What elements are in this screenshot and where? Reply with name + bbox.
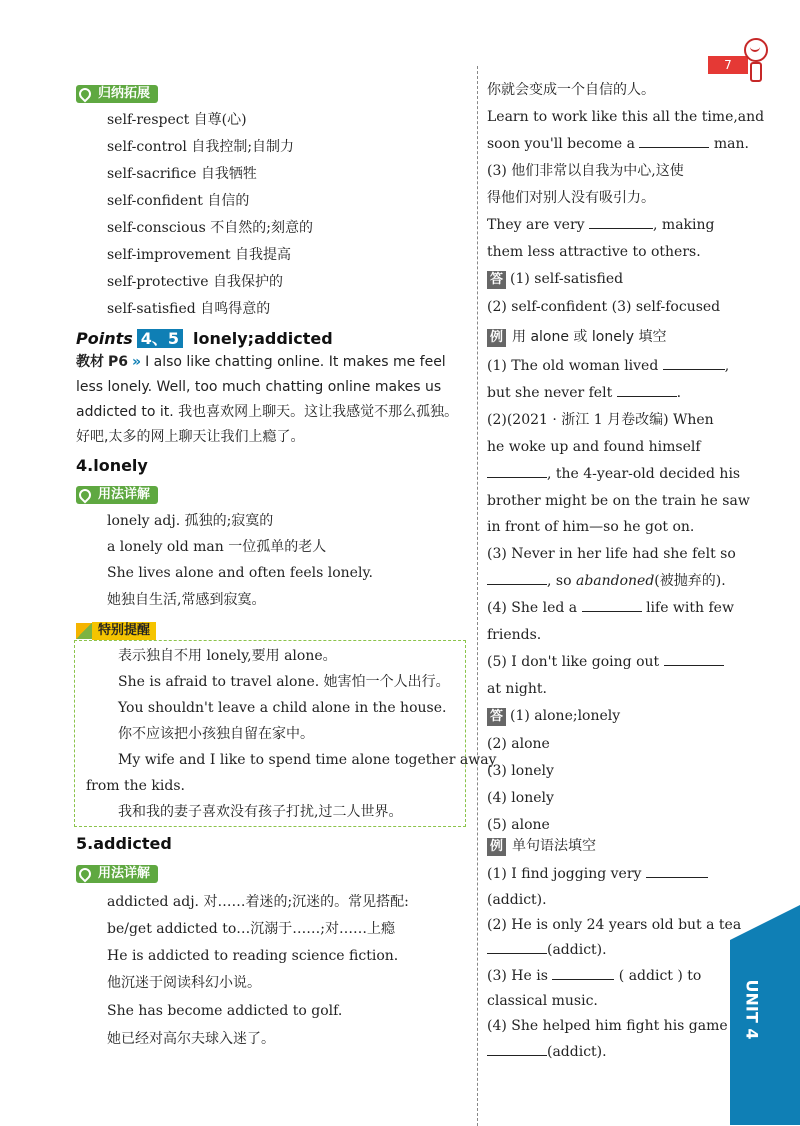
answer-blank: [487, 465, 547, 478]
tip-line: 表示独自不用 lonely,要用 alone。: [118, 648, 337, 664]
answer-blank: [552, 967, 614, 980]
answer-line: (3) lonely: [487, 763, 554, 779]
answer-blank: [487, 941, 547, 954]
exercise-line: (1) I find jogging very: [487, 864, 708, 884]
exercise-line: (2) He is only 24 years old but a tea: [487, 917, 742, 933]
tip-line: 我和我的妻子喜欢没有孩子打扰,过二人世界。: [118, 804, 403, 820]
list-item: self-improvement 自我提高: [107, 247, 292, 263]
mascot-head-icon: [744, 38, 768, 62]
points-number: 4、5: [137, 329, 183, 348]
answer-blank: [639, 135, 709, 148]
example-badge: 例: [487, 329, 506, 347]
list-item: be/get addicted to…沉溺于……;对……上瘾: [107, 921, 395, 937]
answer-line: (4) lonely: [487, 790, 554, 806]
textbook-page: P6: [108, 354, 129, 370]
tag-usage-lonely: 用法详解: [76, 485, 158, 505]
exercise-line: , so abandoned(被抛弃的).: [487, 571, 726, 591]
list-item: self-conscious 不自然的;刻意的: [107, 220, 313, 236]
exercise-line: (addict).: [487, 1042, 607, 1062]
textbook-paragraph: [76, 350, 466, 450]
tip-line: You shouldn't leave a child alone in the house.: [118, 700, 447, 716]
unit-band: [730, 940, 800, 1125]
list-item: 她已经对高尔夫球入迷了。: [107, 1031, 275, 1047]
page-number: 7: [708, 56, 748, 74]
answer-blank: [663, 357, 725, 370]
example-title: 例 单句语法填空: [487, 836, 596, 856]
list-item: self-respect 自尊(心): [107, 112, 247, 128]
exercise-line: friends.: [487, 627, 542, 643]
text-line: them less attractive to others.: [487, 244, 701, 260]
answer-badge: 答: [487, 271, 506, 289]
answer-blank: [589, 216, 653, 229]
answer-blank: [646, 865, 708, 878]
exercise-line: in front of him—so he got on.: [487, 519, 695, 535]
exercise-line: he woke up and found himself: [487, 439, 701, 455]
text-line: 你就会变成一个自信的人。: [487, 82, 655, 98]
answer-blank: [487, 572, 547, 585]
list-item: self-sacrifice 自我牺牲: [107, 166, 257, 182]
answer-line: (5) alone: [487, 817, 550, 833]
list-item: self-control 自我控制;自制力: [107, 139, 295, 155]
tag-summary: 归纳拓展: [76, 84, 158, 104]
list-item: She lives alone and often feels lonely.: [107, 565, 373, 581]
tag-special-tip: 特别提醒: [76, 621, 156, 641]
pin-icon: [76, 865, 94, 883]
tip-line: She is afraid to travel alone. 她害怕一个人出行。: [118, 674, 450, 690]
answer-blank: [617, 384, 677, 397]
list-item: self-satisfied 自鸣得意的: [107, 301, 271, 317]
answer-blank: [487, 1043, 547, 1056]
exercise-line: but she never felt .: [487, 385, 682, 401]
exercise-line: (3) Never in her life had she felt so: [487, 546, 736, 562]
pin-icon: [76, 486, 94, 504]
answer-line: (2) self-confident (3) self-focused: [487, 299, 721, 315]
tip-line: My wife and I like to spend time alone together away: [118, 752, 497, 768]
list-item: lonely adj. 孤独的;寂寞的: [107, 513, 274, 529]
list-item: He is addicted to reading science fiction.: [107, 948, 399, 964]
answer-line: (2) alone: [487, 736, 550, 752]
text-line: 得他们对别人没有吸引力。: [487, 190, 655, 206]
list-item: self-confident 自信的: [107, 193, 250, 209]
exercise-line: at night.: [487, 681, 547, 697]
points-word: Points: [76, 329, 133, 348]
exercise-line: (2)(2021 · 浙江 1 月卷改编) When: [487, 412, 714, 428]
heading-lonely: 4.lonely: [76, 456, 148, 475]
tip-line: from the kids.: [86, 778, 185, 794]
mascot-body-icon: [750, 62, 762, 82]
example-badge: 例: [487, 838, 506, 856]
exercise-line: brother might be on the train he saw: [487, 493, 750, 509]
text-line: (3) 他们非常以自我为中心,这使: [487, 163, 684, 179]
tag-usage-addicted: 用法详解: [76, 864, 158, 884]
exercise-line: classical music.: [487, 993, 598, 1009]
tip-line: 你不应该把小孩独自留在家中。: [118, 726, 314, 742]
answer-blank: [582, 599, 642, 612]
exercise-line: , the 4-year-old decided his: [487, 464, 740, 484]
answer-line: 答 (1) alone;lonely: [487, 706, 620, 726]
list-item: 他沉迷于阅读科幻小说。: [107, 975, 261, 991]
points-title: lonely;addicted: [193, 329, 333, 348]
list-item: a lonely old man 一位孤单的老人: [107, 539, 327, 555]
list-item: She has become addicted to golf.: [107, 1003, 343, 1019]
points-heading: [76, 326, 333, 349]
text-line: Learn to work like this all the time,and: [487, 109, 765, 125]
answer-badge: 答: [487, 708, 506, 726]
textbook-source: 教材 P6 »: [76, 354, 142, 370]
text-line: They are very , making: [487, 217, 715, 233]
list-item: 她独自生活,常感到寂寞。: [107, 592, 266, 608]
text-line: soon you'll become a man.: [487, 136, 749, 152]
tip-icon: [76, 623, 92, 639]
answer-blank: [664, 653, 724, 666]
exercise-line: (addict).: [487, 892, 547, 908]
list-item: addicted adj. 对……着迷的;沉迷的。常见搭配:: [107, 894, 409, 910]
exercise-line: (1) The old woman lived ,: [487, 358, 730, 374]
exercise-line: (4) She led a life with few: [487, 600, 734, 616]
exercise-line: (5) I don't like going out: [487, 652, 724, 672]
textbook-text: I also like chatting online. It makes me feel less lonely. Well, too much chatting online makes us addicted to it. 我也喜欢网上聊天。这让我感觉不那么孤独。好吧,太多的网上聊天让我们上瘾了。: [76, 354, 459, 445]
exercise-line: (addict).: [487, 940, 607, 960]
column-divider: [477, 66, 478, 1126]
arrow-icon: »: [132, 354, 142, 370]
list-item: self-protective 自我保护的: [107, 274, 283, 290]
unit-label: UNIT 4: [742, 979, 762, 1040]
heading-addicted: 5.addicted: [76, 834, 172, 853]
example-title: 例 用 alone 或 lonely 填空: [487, 327, 666, 347]
exercise-line: (4) She helped him fight his game: [487, 1018, 728, 1034]
answer-line: 答 (1) self-satisfied: [487, 269, 623, 289]
pin-icon: [76, 85, 94, 103]
exercise-line: (3) He is ( addict ) to: [487, 968, 702, 984]
